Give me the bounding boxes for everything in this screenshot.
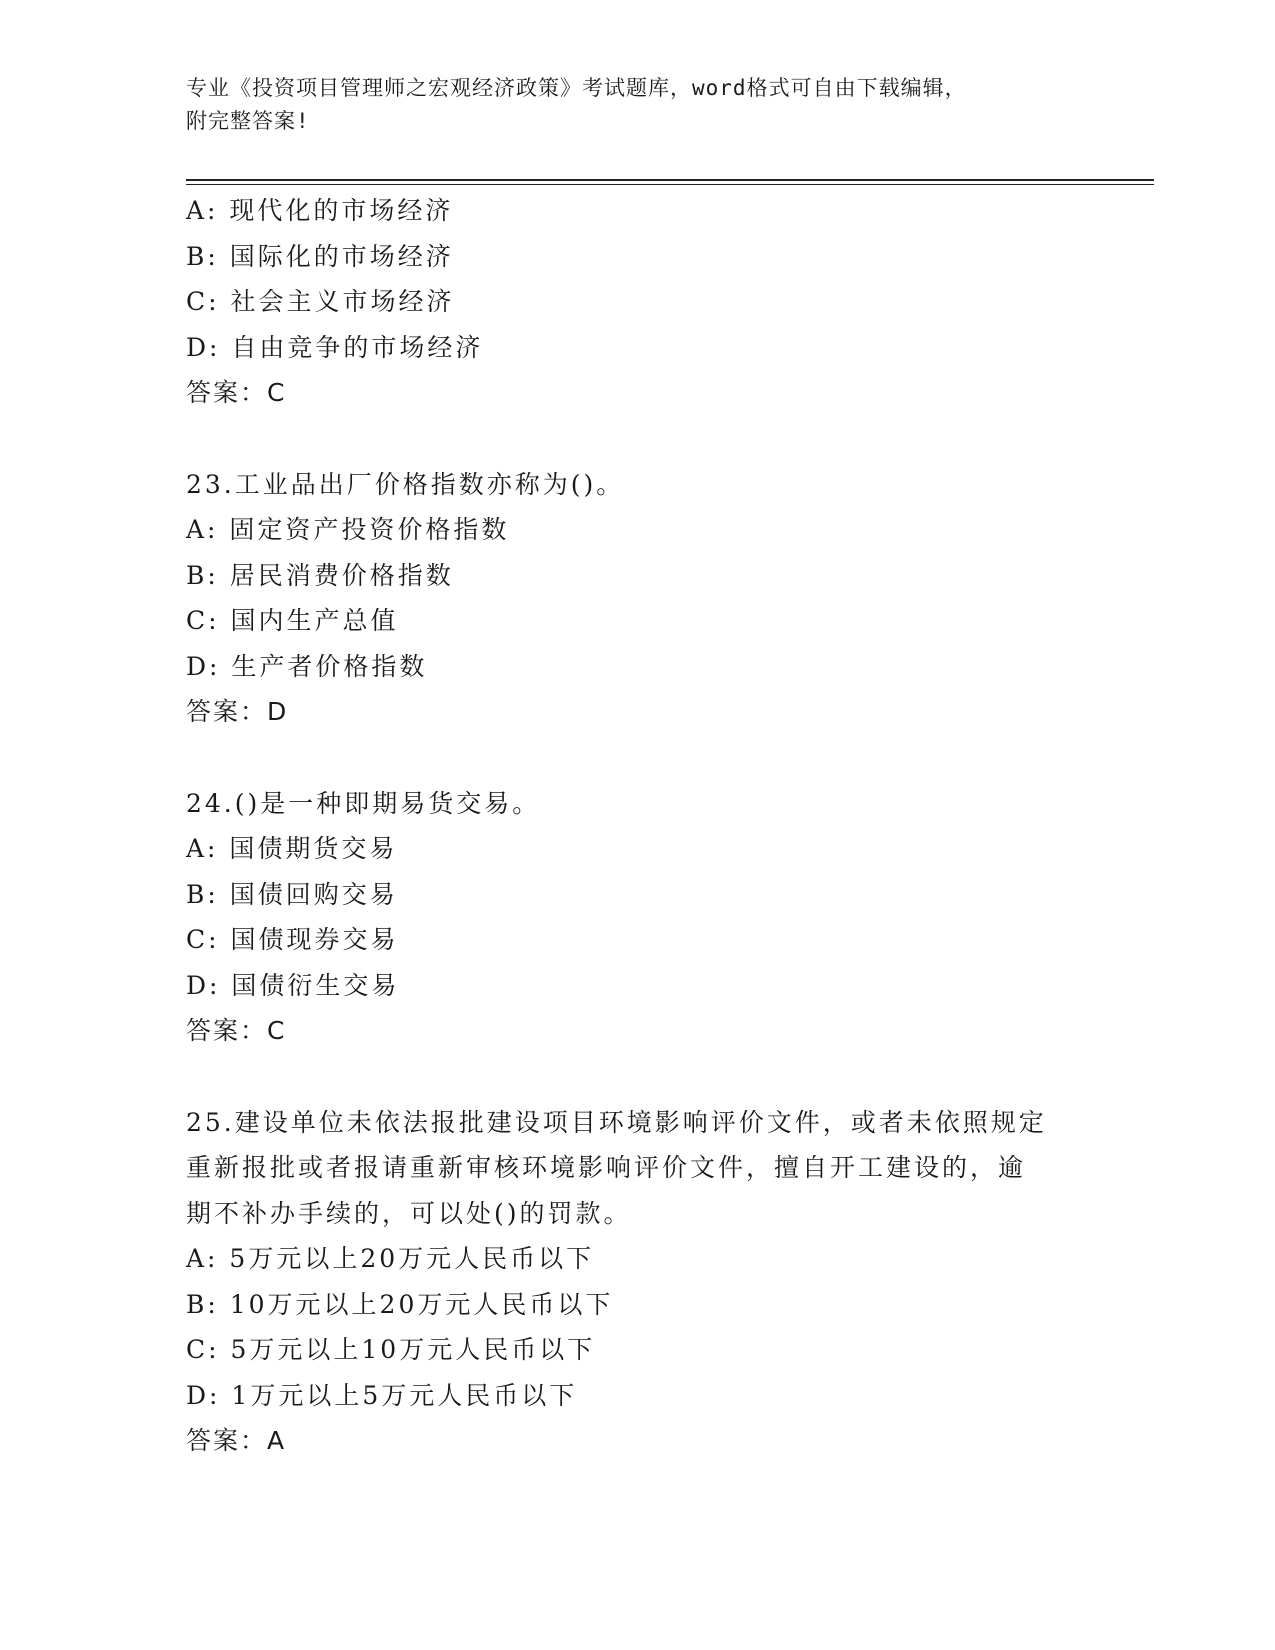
- question-22: [186, 188, 1086, 416]
- option-b: B: 国际化的市场经济: [186, 241, 454, 271]
- header-line-2: 附完整答案!: [186, 109, 310, 133]
- option-a: A: 现代化的市场经济: [186, 196, 454, 225]
- answer: 答案：C: [186, 378, 287, 407]
- answer: 答案：D: [186, 697, 289, 726]
- answer: 答案：A: [186, 1426, 287, 1455]
- answer: 答案：C: [186, 1016, 287, 1045]
- option-b: B: 10万元以上20万元人民币以下: [186, 1289, 614, 1319]
- option-c: C: 社会主义市场经济: [186, 287, 455, 316]
- option-d: D: 生产者价格指数: [186, 651, 428, 681]
- option-c: C: 国内生产总值: [186, 606, 399, 635]
- option-c: C: 国债现券交易: [186, 925, 399, 954]
- option-b: B: 国债回购交易: [186, 879, 398, 909]
- question-text-line-3: 期不补办手续的，可以处()的罚款。: [186, 1198, 632, 1228]
- option-d: D: 1万元以上5万元人民币以下: [186, 1380, 578, 1410]
- option-d: D: 国债衍生交易: [186, 970, 400, 1000]
- option-b: B: 居民消费价格指数: [186, 560, 454, 590]
- header-divider-thin: [186, 184, 1154, 185]
- option-a: A: 固定资产投资价格指数: [186, 515, 510, 544]
- question-list: [186, 188, 1086, 1464]
- header-divider-thick: [186, 179, 1154, 181]
- option-d: D: 自由竞争的市场经济: [186, 332, 484, 362]
- question-text: 23.工业品出厂价格指数亦称为()。: [186, 469, 625, 499]
- header-line-1: 专业《投资项目管理师之宏观经济政策》考试题库，word格式可自由下载编辑，: [186, 76, 967, 100]
- question-text-line-2: 重新报批或者报请重新审核环境影响评价文件，擅自开工建设的，逾: [186, 1153, 1027, 1182]
- question-text-line-1: 25.建设单位未依法报批建设项目环境影响评价文件，或者未依照规定: [186, 1107, 1047, 1137]
- document-header: [186, 72, 1066, 138]
- option-a: A: 5万元以上20万元人民币以下: [186, 1244, 595, 1273]
- question-text: 24.()是一种即期易货交易。: [186, 788, 541, 818]
- option-c: C: 5万元以上10万元人民币以下: [186, 1335, 596, 1364]
- option-a: A: 国债期货交易: [186, 834, 398, 863]
- question-24: [186, 781, 1086, 1054]
- question-23: [186, 462, 1086, 735]
- question-25: [186, 1100, 1086, 1464]
